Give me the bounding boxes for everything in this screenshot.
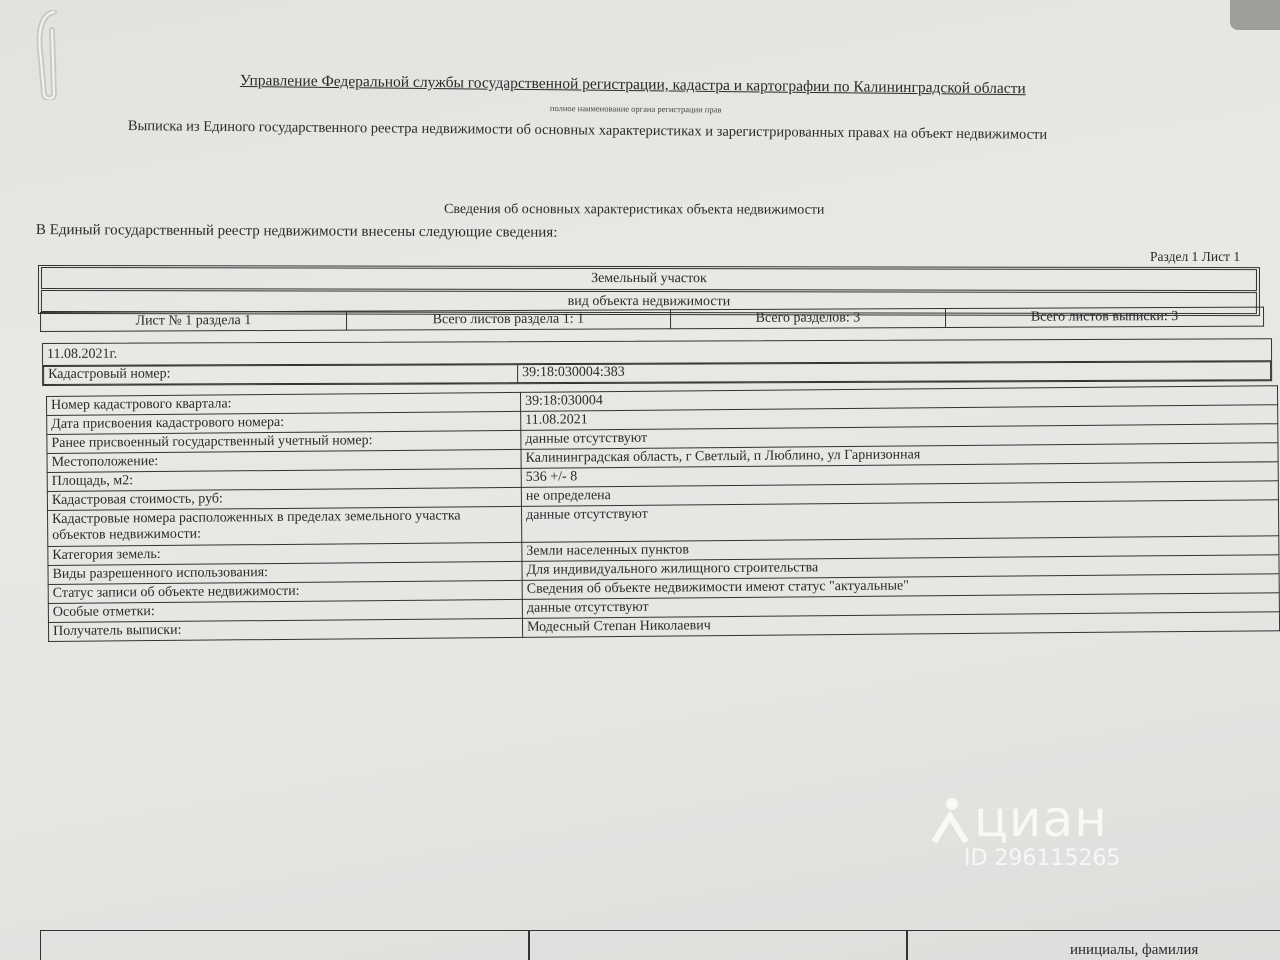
field-value: 536 +/- 8	[521, 462, 1278, 488]
page-reference: Раздел 1 Лист 1	[1150, 249, 1241, 264]
field-label: Кадастровая стоимость, руб:	[47, 487, 521, 510]
extract-date: 11.08.2021г.	[43, 339, 1271, 366]
characteristics-table	[46, 385, 1280, 642]
field-value: данные отсутствуют	[521, 424, 1278, 450]
field-label: Категория земель:	[48, 542, 522, 565]
paper-clip-icon	[32, 10, 72, 100]
field-label: Площадь, м2:	[47, 468, 521, 491]
intro-text: В Единый государственный реестр недвижимости внесены следующие сведения:	[35, 222, 558, 241]
field-value: 39:18:030004	[520, 386, 1277, 412]
field-label: Статус записи об объекте недвижимости:	[48, 580, 522, 603]
field-label: Ранее присвоенный государственный учетный номер:	[47, 430, 521, 453]
section-title: Сведения об основных характеристиках объекта недвижимости	[443, 202, 825, 218]
field-label: Местоположение:	[47, 449, 521, 472]
signature-cell	[40, 930, 530, 960]
watermark-id: ID 296115265	[964, 846, 1121, 871]
watermark	[930, 790, 1160, 880]
field-label: Особые отметки:	[48, 599, 522, 622]
field-label: Виды разрешенного использования:	[48, 561, 522, 584]
field-label: Номер кадастрового квартала:	[47, 392, 521, 415]
sheet-info-table	[40, 307, 1264, 332]
field-value: данные отсутствуют	[522, 593, 1279, 619]
field-value: Земли населенных пунктов	[522, 536, 1279, 562]
date-cadastral-box	[42, 338, 1272, 386]
cadastral-number-label: Кадастровый номер:	[44, 365, 518, 385]
field-value: не определена	[521, 481, 1278, 507]
field-value: Калининградская область, г Светлый, п Люблино, ул Гарнизонная	[521, 443, 1278, 469]
agency-name: Управление Федеральной службы государственной регистрации, кадастра и картографии по Калининградской области	[239, 72, 1026, 98]
field-label: Получатель выписки:	[48, 618, 522, 641]
sheets-total: Всего листов выписки: 3	[946, 307, 1264, 327]
field-value: Модесный Степан Николаевич	[522, 612, 1279, 638]
extract-title: Выписка из Единого государственного реестра недвижимости об основных характеристиках и зарегистрированных правах на объект недвижимости	[127, 118, 1048, 143]
cadastral-number-value: 39:18:030004:383	[518, 362, 1271, 383]
field-value: данные отсутствуют	[521, 500, 1278, 543]
signature-table	[40, 930, 1280, 960]
object-type-caption: вид объекта недвижимости	[41, 290, 1257, 314]
field-label: Кадастровые номера расположенных в пределах земельного участка объектов недвижимости:	[47, 506, 521, 546]
field-value: Для индивидуального жилищного строительства	[522, 555, 1279, 581]
sections-total: Всего разделов: 3	[670, 309, 945, 329]
cian-logo-icon	[930, 796, 970, 846]
background-edge	[1230, 0, 1280, 30]
signature-cell	[528, 930, 908, 960]
field-label: Дата присвоения кадастрового номера:	[47, 411, 521, 434]
agency-caption: полное наименование органа регистрации прав	[549, 103, 722, 115]
object-type: Земельный участок	[41, 267, 1257, 291]
initials-caption: инициалы, фамилия	[1070, 942, 1199, 958]
sheet-number: Лист № 1 раздела 1	[41, 311, 347, 331]
field-value: Сведения об объекте недвижимости имеют статус "актуальные"	[522, 574, 1279, 600]
watermark-logo-text: циан	[974, 790, 1108, 848]
sheets-in-section: Всего листов раздела 1: 1	[346, 310, 670, 330]
field-value: 11.08.2021	[521, 405, 1278, 431]
